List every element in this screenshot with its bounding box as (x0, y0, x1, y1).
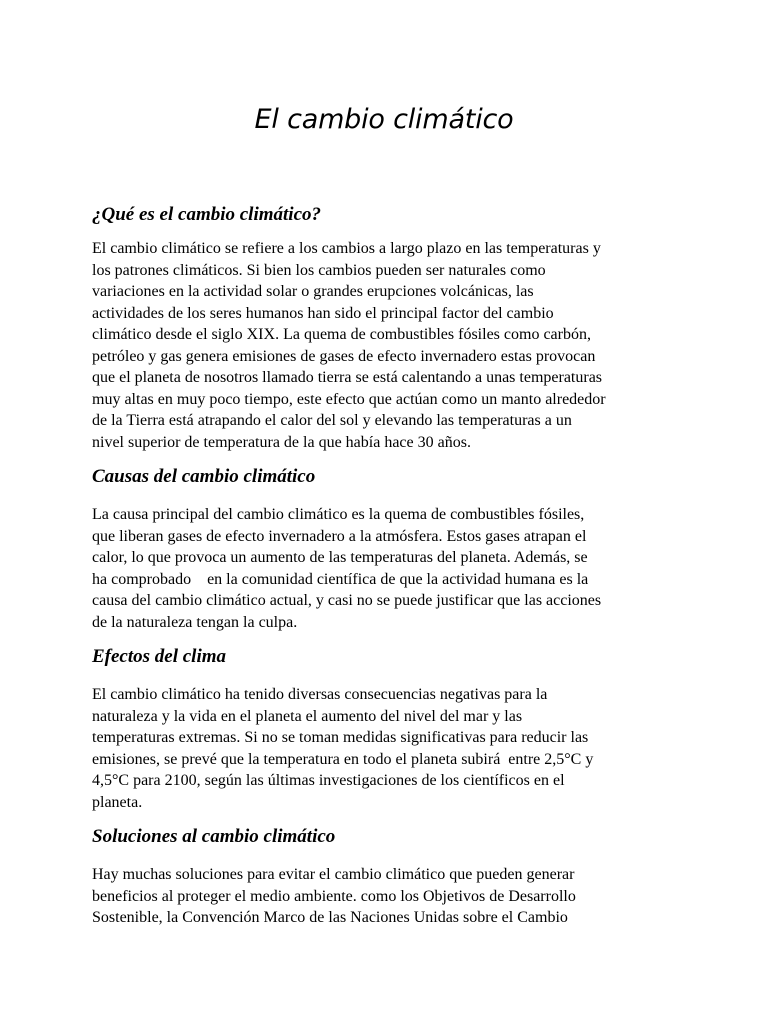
section-heading-soluciones: Soluciones al cambio climático (92, 826, 336, 847)
section-body-efectos: El cambio climático ha tenido diversas consecuencias negativas para la naturaleza y la vida en el planeta el aumento del nivel del mar y las temperaturas extremas. Si no se toman medidas significativas para reducir las emisiones, se prevé que la temperatura en todo el planeta subirá entre 2,5°C y 4,5°C para 2100, según las últimas investigaciones de los científicos en el planeta. (92, 686, 594, 811)
document-body (92, 202, 678, 940)
section-heading-que-es: ¿Qué es el cambio climático? (92, 204, 322, 225)
section-body-causas: La causa principal del cambio climático es la quema de combustibles fósiles, que liberan gases de efecto invernadero a la atmósfera. Estos gases atrapan el calor, lo que provoca un aumento de las temperaturas del planeta. Además, se ha comprobado en la comunidad científica de que la actividad humana es la causa del cambio climático actual, y casi no se puede justificar que las acciones de la naturaleza tengan la culpa. (92, 506, 602, 631)
document-title: El cambio climático (254, 104, 514, 135)
section-body-soluciones: Hay muchas soluciones para evitar el cambio climático que pueden generar beneficios al proteger el medio ambiente. como los Objetivos de Desarrollo Sostenible, la Convención Marco de las Naciones Unidas sobre el Cambio (92, 866, 576, 926)
section-heading-efectos: Efectos del clima (92, 646, 227, 667)
section-body-que-es: El cambio climático se refiere a los cambios a largo plazo en las temperaturas y los patrones climáticos. Si bien los cambios pueden ser naturales como variaciones en la actividad solar o grandes erupciones volcánicas, las actividades de los seres humanos han sido el principal factor del cambio climático desde el siglo XIX. La quema de combustibles fósiles como carbón, petróleo y gas genera emisiones de gases de efecto invernadero estas provocan que el planeta de nosotros llamado tierra se está calentando a unas temperaturas muy altas en muy poco tiempo, este efecto que actúan como un manto alrededor de la Tierra está atrapando el calor del sol y elevando las temperaturas a un nivel superior de temperatura de la que había hace 30 años. (92, 240, 606, 451)
section-heading-causas: Causas del cambio climático (92, 466, 316, 487)
